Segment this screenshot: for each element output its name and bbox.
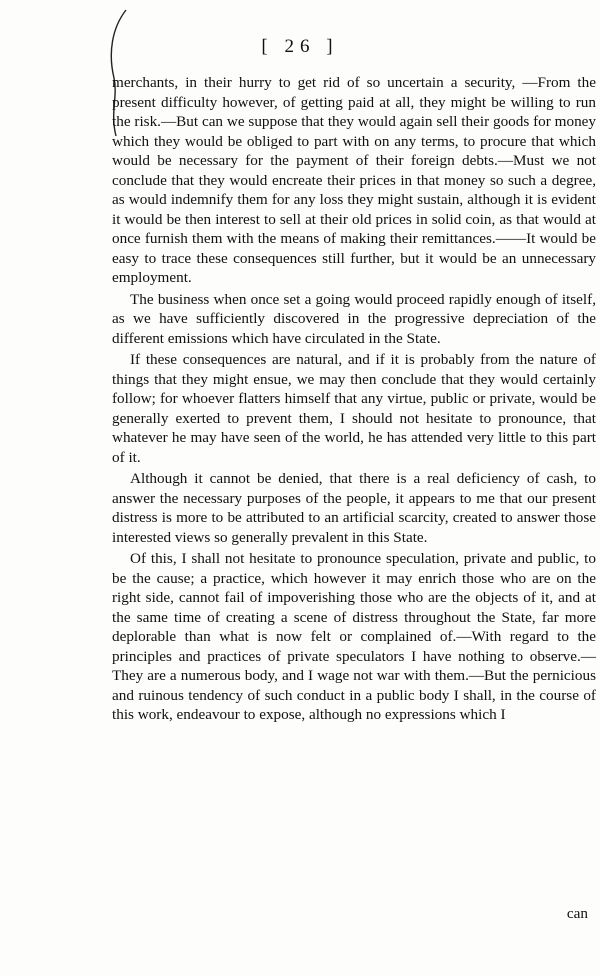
page-number: [ 26 ]: [261, 36, 339, 57]
paragraph-2: The business when once set a going would proceed rapidly enough of itself, as we have sufficiently discovered in the progressive depreciation of the different emissions which have circulated in the State.: [112, 290, 596, 347]
catchword: can: [566, 905, 588, 922]
paragraph-5: Of this, I shall not hesitate to pronounce speculation, private and public, to be the cause; a practice, which however it may enrich those who are on the right side, cannot fail of impoverishing those who are the objects of it, and at the same time of creating a scene of distress throughout the State, far more deplorable than what is now felt or complained of.—With regard to the principles and practices of private speculators I have nothing to observe.—They are a numerous body, and I wage not war with them.—But the pernicious and ruinous tendency of such conduct in a public body I shall, in the course of this work, endeavour to expose, although no expressions which I: [112, 550, 596, 723]
body-text: [112, 73, 596, 725]
paragraph-1: merchants, in their hurry to get rid of so uncertain a security, —From the present difficulty however, of getting paid at all, they might be willing to run the risk.—But can we suppose that they would again sell their goods for money which they would be obliged to part with on any terms, to procure that which would be necessary for the payment of their foreign debts.—Must we not conclude that they would encreate their prices in that money so such a degree, as would indemnify them for any loss they might sustain, although it is evident it would be then interest to sell at their old prices in solid coin, as that would at once furnish them with the means of making their remittances.——It would be easy to trace these consequences still further, but it would be an unnecessary employment.: [112, 74, 596, 286]
paragraph-3: If these consequences are natural, and if it is probably from the nature of things that they might ensue, we may then conclude that they would certainly follow; for whoever flatters himself that any virtue, public or private, would be generally exerted to prevent them, I should not hesitate to pronounce, that whatever he may have seen of the world, he has attended very little to this part of it.: [112, 351, 596, 466]
paragraph-4: Although it cannot be denied, that there is a real deficiency of cash, to answer the necessary purposes of the people, it appears to me that our present distress is more to be attributed to an artificial scarcity, created to answer those interested views so generally prevalent in this State.: [112, 470, 596, 546]
